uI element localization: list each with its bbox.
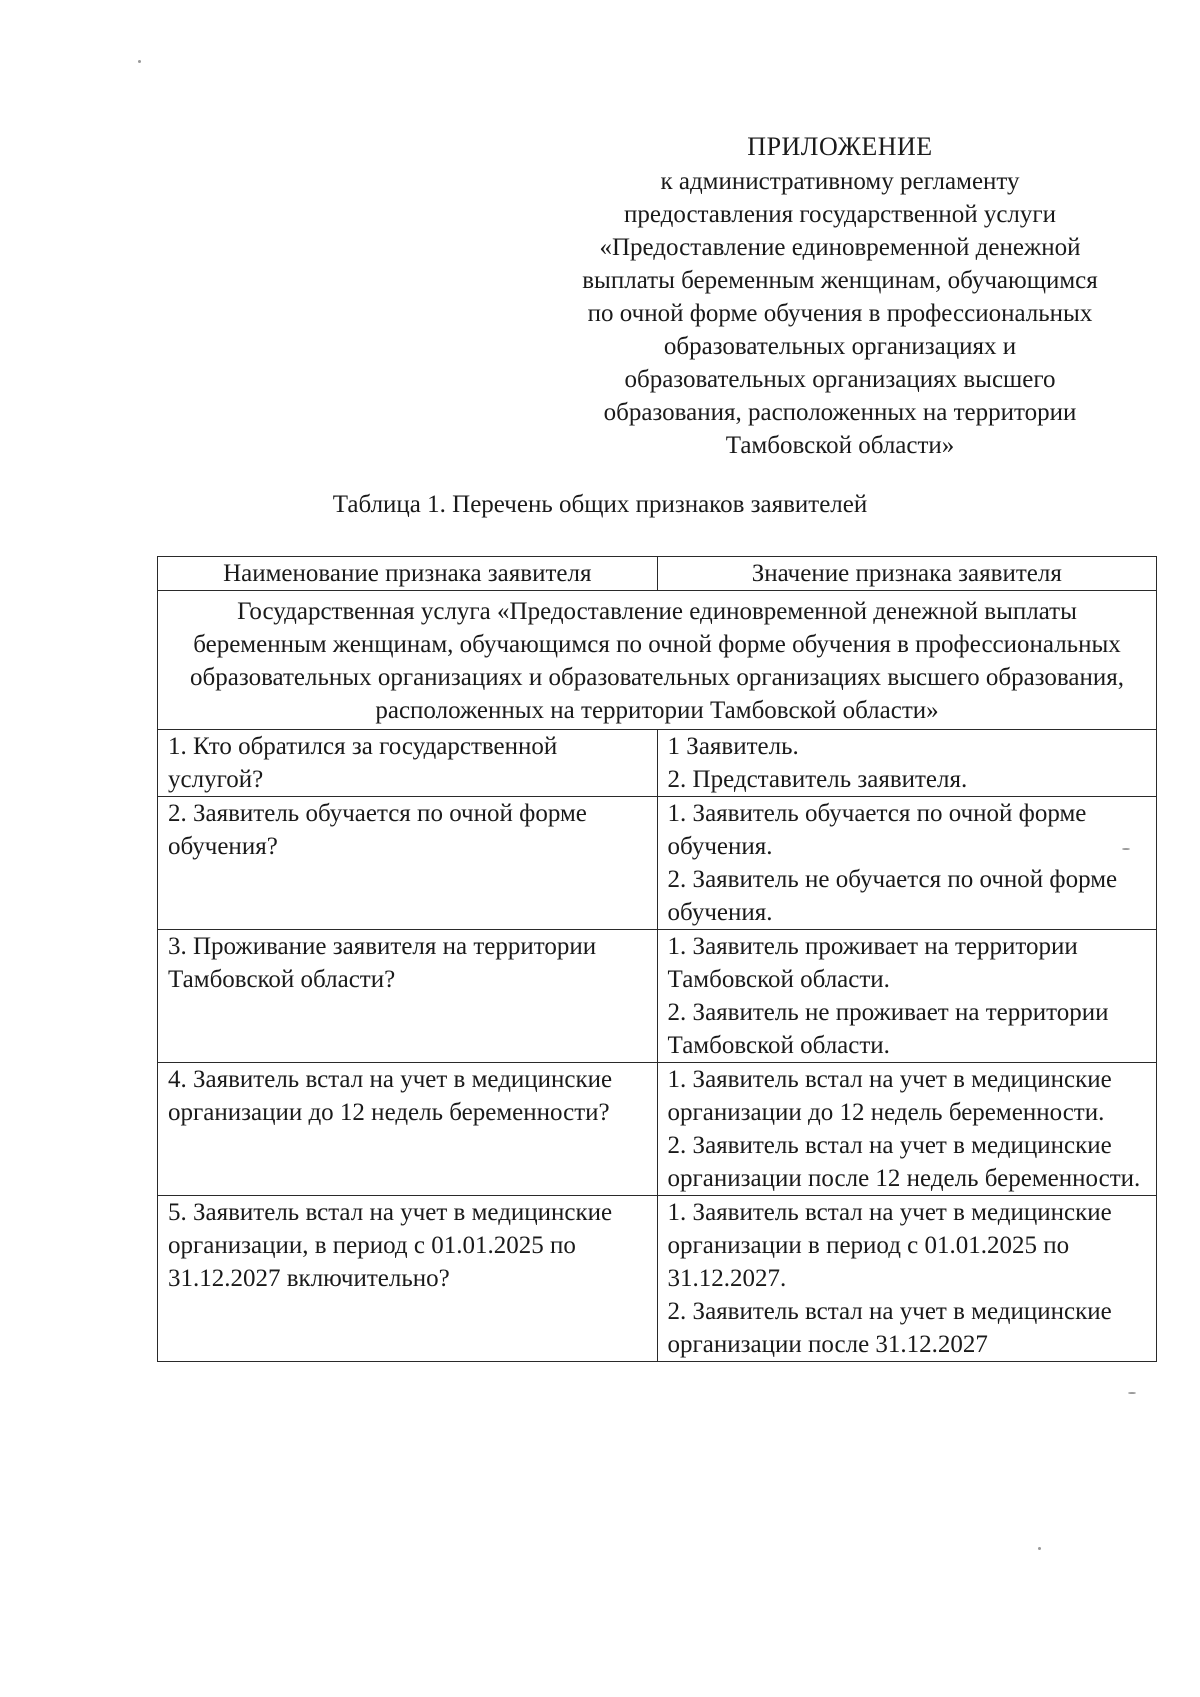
table-header-row — [158, 557, 1157, 591]
table-row — [158, 1063, 1157, 1196]
appendix-block — [510, 130, 1170, 462]
appendix-line: «Предоставление единовременной денежной — [599, 234, 1081, 261]
criterion-value: 2. Заявитель не обучается по очной форме обучения. — [667, 866, 1118, 926]
criterion-value-cell — [657, 1196, 1156, 1362]
criterion-value: 2. Заявитель встал на учет в медицинские организации после 12 недель беременности. — [667, 1132, 1141, 1192]
criterion-name-cell: 2. Заявитель обучается по очной форме обучения? — [158, 797, 658, 930]
criterion-name-cell: 3. Проживание заявителя на территории Тамбовской области? — [158, 930, 658, 1063]
criterion-name-cell: 1. Кто обратился за государственной услугой? — [158, 730, 658, 797]
scan-speck — [1128, 1392, 1136, 1394]
scan-speck — [138, 60, 141, 63]
criterion-value: 1. Заявитель обучается по очной форме обучения. — [667, 800, 1087, 860]
appendix-line: образовательных организациях высшего — [624, 366, 1056, 393]
criteria-table — [157, 556, 1157, 1362]
appendix-line: Тамбовской области» — [725, 432, 955, 459]
appendix-line: по очной форме обучения в профессиональных — [587, 300, 1093, 327]
criterion-value: 2. Представитель заявителя. — [667, 766, 968, 793]
service-row — [158, 591, 1157, 730]
criterion-value-cell — [657, 1063, 1156, 1196]
appendix-line: предоставления государственной услуги — [623, 201, 1057, 228]
criterion-name-cell: 5. Заявитель встал на учет в медицинские организации, в период с 01.01.2025 по 31.12.2027 включительно? — [158, 1196, 658, 1362]
service-cell: Государственная услуга «Предоставление единовременной денежной выплаты беременным женщинам, обучающимся по очной форме обучения в профессиональных образовательных организациях и образовательных организациях высшего образования, расположенных на территории Тамбовской области» — [158, 591, 1157, 730]
criterion-value: 1. Заявитель встал на учет в медицинские организации в период с 01.01.2025 по 31.12.2027. — [667, 1199, 1112, 1292]
criterion-value: 1 Заявитель. — [667, 733, 799, 760]
header-cell-value: Значение признака заявителя — [657, 557, 1156, 591]
table-row — [158, 797, 1157, 930]
criterion-value-cell — [657, 930, 1156, 1063]
criterion-value-cell — [657, 797, 1156, 930]
criterion-value: 1. Заявитель встал на учет в медицинские организации до 12 недель беременности. — [667, 1066, 1112, 1126]
scan-speck — [1122, 848, 1130, 850]
criterion-value: 1. Заявитель проживает на территории Тамбовской области. — [667, 933, 1078, 993]
table-row — [158, 730, 1157, 797]
criterion-value: 2. Заявитель не проживает на территории Тамбовской области. — [667, 999, 1109, 1059]
appendix-line: образования, расположенных на территории — [603, 399, 1077, 426]
appendix-line: к административному регламенту — [660, 168, 1020, 195]
table-row — [158, 1196, 1157, 1362]
appendix-line: выплаты беременным женщинам, обучающимся — [582, 267, 1098, 294]
criterion-name-cell: 4. Заявитель встал на учет в медицинские организации до 12 недель беременности? — [158, 1063, 658, 1196]
appendix-line: образовательных организациях и — [663, 333, 1017, 360]
table-row — [158, 930, 1157, 1063]
scan-speck — [1038, 1547, 1041, 1550]
table-caption: Таблица 1. Перечень общих признаков заявителей — [332, 491, 868, 518]
criterion-value: 2. Заявитель встал на учет в медицинские организации после 31.12.2027 — [667, 1298, 1112, 1358]
header-cell-name: Наименование признака заявителя — [158, 557, 658, 591]
criterion-value-cell — [657, 730, 1156, 797]
appendix-heading: ПРИЛОЖЕНИЕ — [747, 132, 933, 161]
